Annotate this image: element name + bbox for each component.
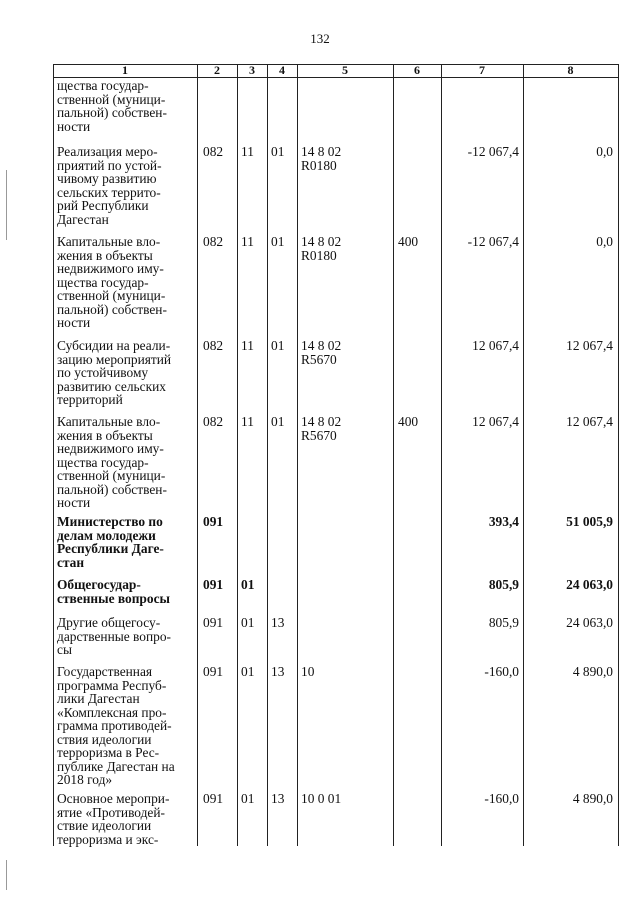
amount-total: 24 063,0 (566, 577, 613, 592)
target-article-code: 14 8 02 R0180 (301, 144, 342, 173)
column-header: 2 (214, 63, 220, 77)
row-name: Капитальные вло- жения в объекты недвижимого иму- щества государ- ственной (муници- пальной) собствен- ности (57, 414, 167, 510)
section-code: 01 (241, 664, 255, 679)
section-code: 01 (241, 615, 255, 630)
amount-change: 805,9 (488, 577, 519, 592)
section-code: 01 (241, 577, 255, 592)
amount-total: 4 890,0 (572, 664, 613, 679)
row-name: Субсидии на реали- зацию мероприятий по устойчивому развитию сельских территорий (57, 338, 172, 407)
column-rule (618, 64, 619, 846)
column-rule (267, 64, 268, 846)
amount-change: 805,9 (488, 615, 519, 630)
target-article-code: 14 8 02 R5670 (301, 338, 342, 367)
column-header: 4 (279, 63, 285, 77)
column-rule (197, 64, 198, 846)
scan-mark (6, 860, 7, 890)
column-rule (393, 64, 394, 846)
amount-change: 12 067,4 (472, 338, 519, 353)
target-article-code: 10 (301, 664, 315, 679)
amount-total: 12 067,4 (566, 414, 613, 429)
row-name: Капитальные вло- жения в объекты недвижимого иму- щества государ- ственной (муници- пальной) собствен- ности (57, 234, 167, 330)
subsection-code: 01 (271, 234, 285, 249)
amount-total: 4 890,0 (572, 791, 613, 806)
amount-change: -160,0 (484, 664, 519, 679)
subsection-code: 01 (271, 144, 285, 159)
row-name: Министерство по делам молодежи Республики Даге- стан (57, 514, 164, 570)
ministry-code: 091 (203, 664, 224, 679)
ministry-code: 082 (203, 234, 224, 249)
section-code: 11 (241, 414, 254, 429)
amount-change: 393,4 (488, 514, 519, 529)
scan-mark (6, 170, 7, 240)
section-code: 11 (241, 234, 254, 249)
expense-type-code: 400 (398, 414, 419, 429)
row-name: Другие общегосу- дарственные вопро- сы (57, 615, 171, 657)
column-header: 7 (479, 63, 485, 77)
column-header: 1 (122, 63, 128, 77)
column-header: 3 (249, 63, 255, 77)
column-header: 5 (342, 63, 348, 77)
section-code: 01 (241, 791, 255, 806)
subsection-code: 13 (271, 615, 285, 630)
amount-change: -12 067,4 (467, 234, 519, 249)
amount-total: 24 063,0 (566, 615, 613, 630)
ministry-code: 082 (203, 338, 224, 353)
row-name: Государственная программа Респуб- лики Дагестан «Комплексная про- грамма противодей- ствия идеологии терроризма в Рес- публике Дагестан на 2018 год» (57, 664, 175, 787)
ministry-code: 082 (203, 414, 224, 429)
column-rule (297, 64, 298, 846)
amount-change: -160,0 (484, 791, 519, 806)
column-rule (441, 64, 442, 846)
row-name: Общегосудар- ственные вопросы (57, 577, 170, 606)
column-rule (53, 64, 54, 846)
subsection-code: 13 (271, 664, 285, 679)
amount-total: 0,0 (596, 234, 613, 249)
subsection-code: 13 (271, 791, 285, 806)
subsection-code: 01 (271, 338, 285, 353)
ministry-code: 091 (203, 577, 224, 592)
target-article-code: 14 8 02 R0180 (301, 234, 342, 263)
ministry-code: 091 (203, 615, 224, 630)
amount-change: -12 067,4 (467, 144, 519, 159)
column-header: 6 (414, 63, 420, 77)
amount-total: 0,0 (596, 144, 613, 159)
ministry-code: 091 (203, 791, 224, 806)
section-code: 11 (241, 144, 254, 159)
ministry-code: 091 (203, 514, 224, 529)
section-code: 11 (241, 338, 254, 353)
column-rule (523, 64, 524, 846)
row-name: Основное меропри- ятие «Противодей- ствие идеологии терроризма и экс- (57, 791, 170, 847)
subsection-code: 01 (271, 414, 285, 429)
ministry-code: 082 (203, 144, 224, 159)
expense-type-code: 400 (398, 234, 419, 249)
column-rule (237, 64, 238, 846)
target-article-code: 14 8 02 R5670 (301, 414, 342, 443)
page-number: 132 (310, 31, 330, 46)
row-name: щества государ- ственной (муници- пальной) собствен- ности (57, 78, 167, 134)
target-article-code: 10 0 01 (301, 791, 342, 806)
amount-change: 12 067,4 (472, 414, 519, 429)
row-name: Реализация меро- приятий по устой- чивому развитию сельских террито- рий Республики Дагестан (57, 144, 162, 227)
column-header: 8 (567, 63, 574, 77)
amount-total: 51 005,9 (566, 514, 613, 529)
amount-total: 12 067,4 (566, 338, 613, 353)
budget-table (53, 64, 619, 846)
